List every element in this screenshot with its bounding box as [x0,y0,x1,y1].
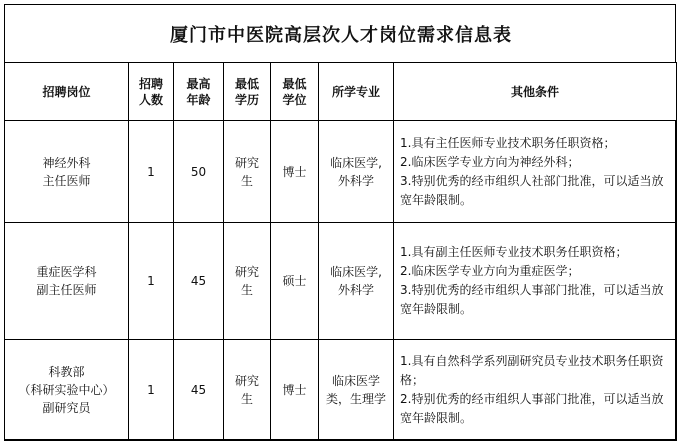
cell-conditions [394,223,677,340]
header-count: 招聘 人数 [129,63,174,121]
condition-item: 1.具有自然科学系列副研究员专业技术职务任职资格； [400,354,664,387]
condition-item: 2.特别优秀的经市组织人事部门批准，可以适当放宽年龄限制。 [400,392,664,425]
cell-education: 研究 生 [224,121,271,223]
job-requirements-table [4,62,677,441]
cell-major: 临床医学, 外科学 [319,121,394,223]
cell-education: 研究 生 [224,340,271,441]
cell-position: 科教部 （科研实验中心） 副研究员 [5,340,129,441]
cell-age: 45 [174,223,224,340]
cell-position: 重症医学科 副主任医师 [5,223,129,340]
cell-major: 临床医学, 外科学 [319,223,394,340]
condition-item: 3.特别优秀的经市组织人社部门批准，可以适当放宽年龄限制。 [400,173,664,207]
cell-major: 临床医学 类，生理学 [319,340,394,441]
header-education: 最低 学历 [224,63,271,121]
cell-age: 45 [174,340,224,441]
condition-item: 2.临床医学专业方向为重症医学； [400,264,580,278]
cell-education: 研究 生 [224,223,271,340]
cell-degree: 硕士 [271,223,319,340]
condition-item: 3.特别优秀的经市组织人事部门批准，可以适当放宽年龄限制。 [400,283,664,316]
condition-item: 2.临床医学专业方向为神经外科； [400,154,580,169]
condition-item: 1.具有副主任医师专业技术职务任职资格； [400,245,628,259]
cell-position: 神经外科 主任医师 [5,121,129,223]
cell-conditions [394,121,677,223]
header-other-conditions: 其他条件 [394,63,677,121]
header-age: 最高 年龄 [174,63,224,121]
cell-age: 50 [174,121,224,223]
page-title: 厦门市中医院高层次人才岗位需求信息表 [170,25,512,46]
header-major: 所学专业 [319,63,394,121]
table-row [5,223,677,340]
table-header-row [5,63,677,121]
table-row [5,121,677,223]
header-degree: 最低 学位 [271,63,319,121]
header-position: 招聘岗位 [5,63,129,121]
cell-count: 1 [129,223,174,340]
condition-item: 1.具有主任医师专业技术职务任职资格； [400,135,616,150]
cell-degree: 博士 [271,340,319,441]
table-row [5,340,677,441]
cell-count: 1 [129,121,174,223]
cell-count: 1 [129,340,174,441]
cell-conditions [394,340,677,441]
cell-degree: 博士 [271,121,319,223]
